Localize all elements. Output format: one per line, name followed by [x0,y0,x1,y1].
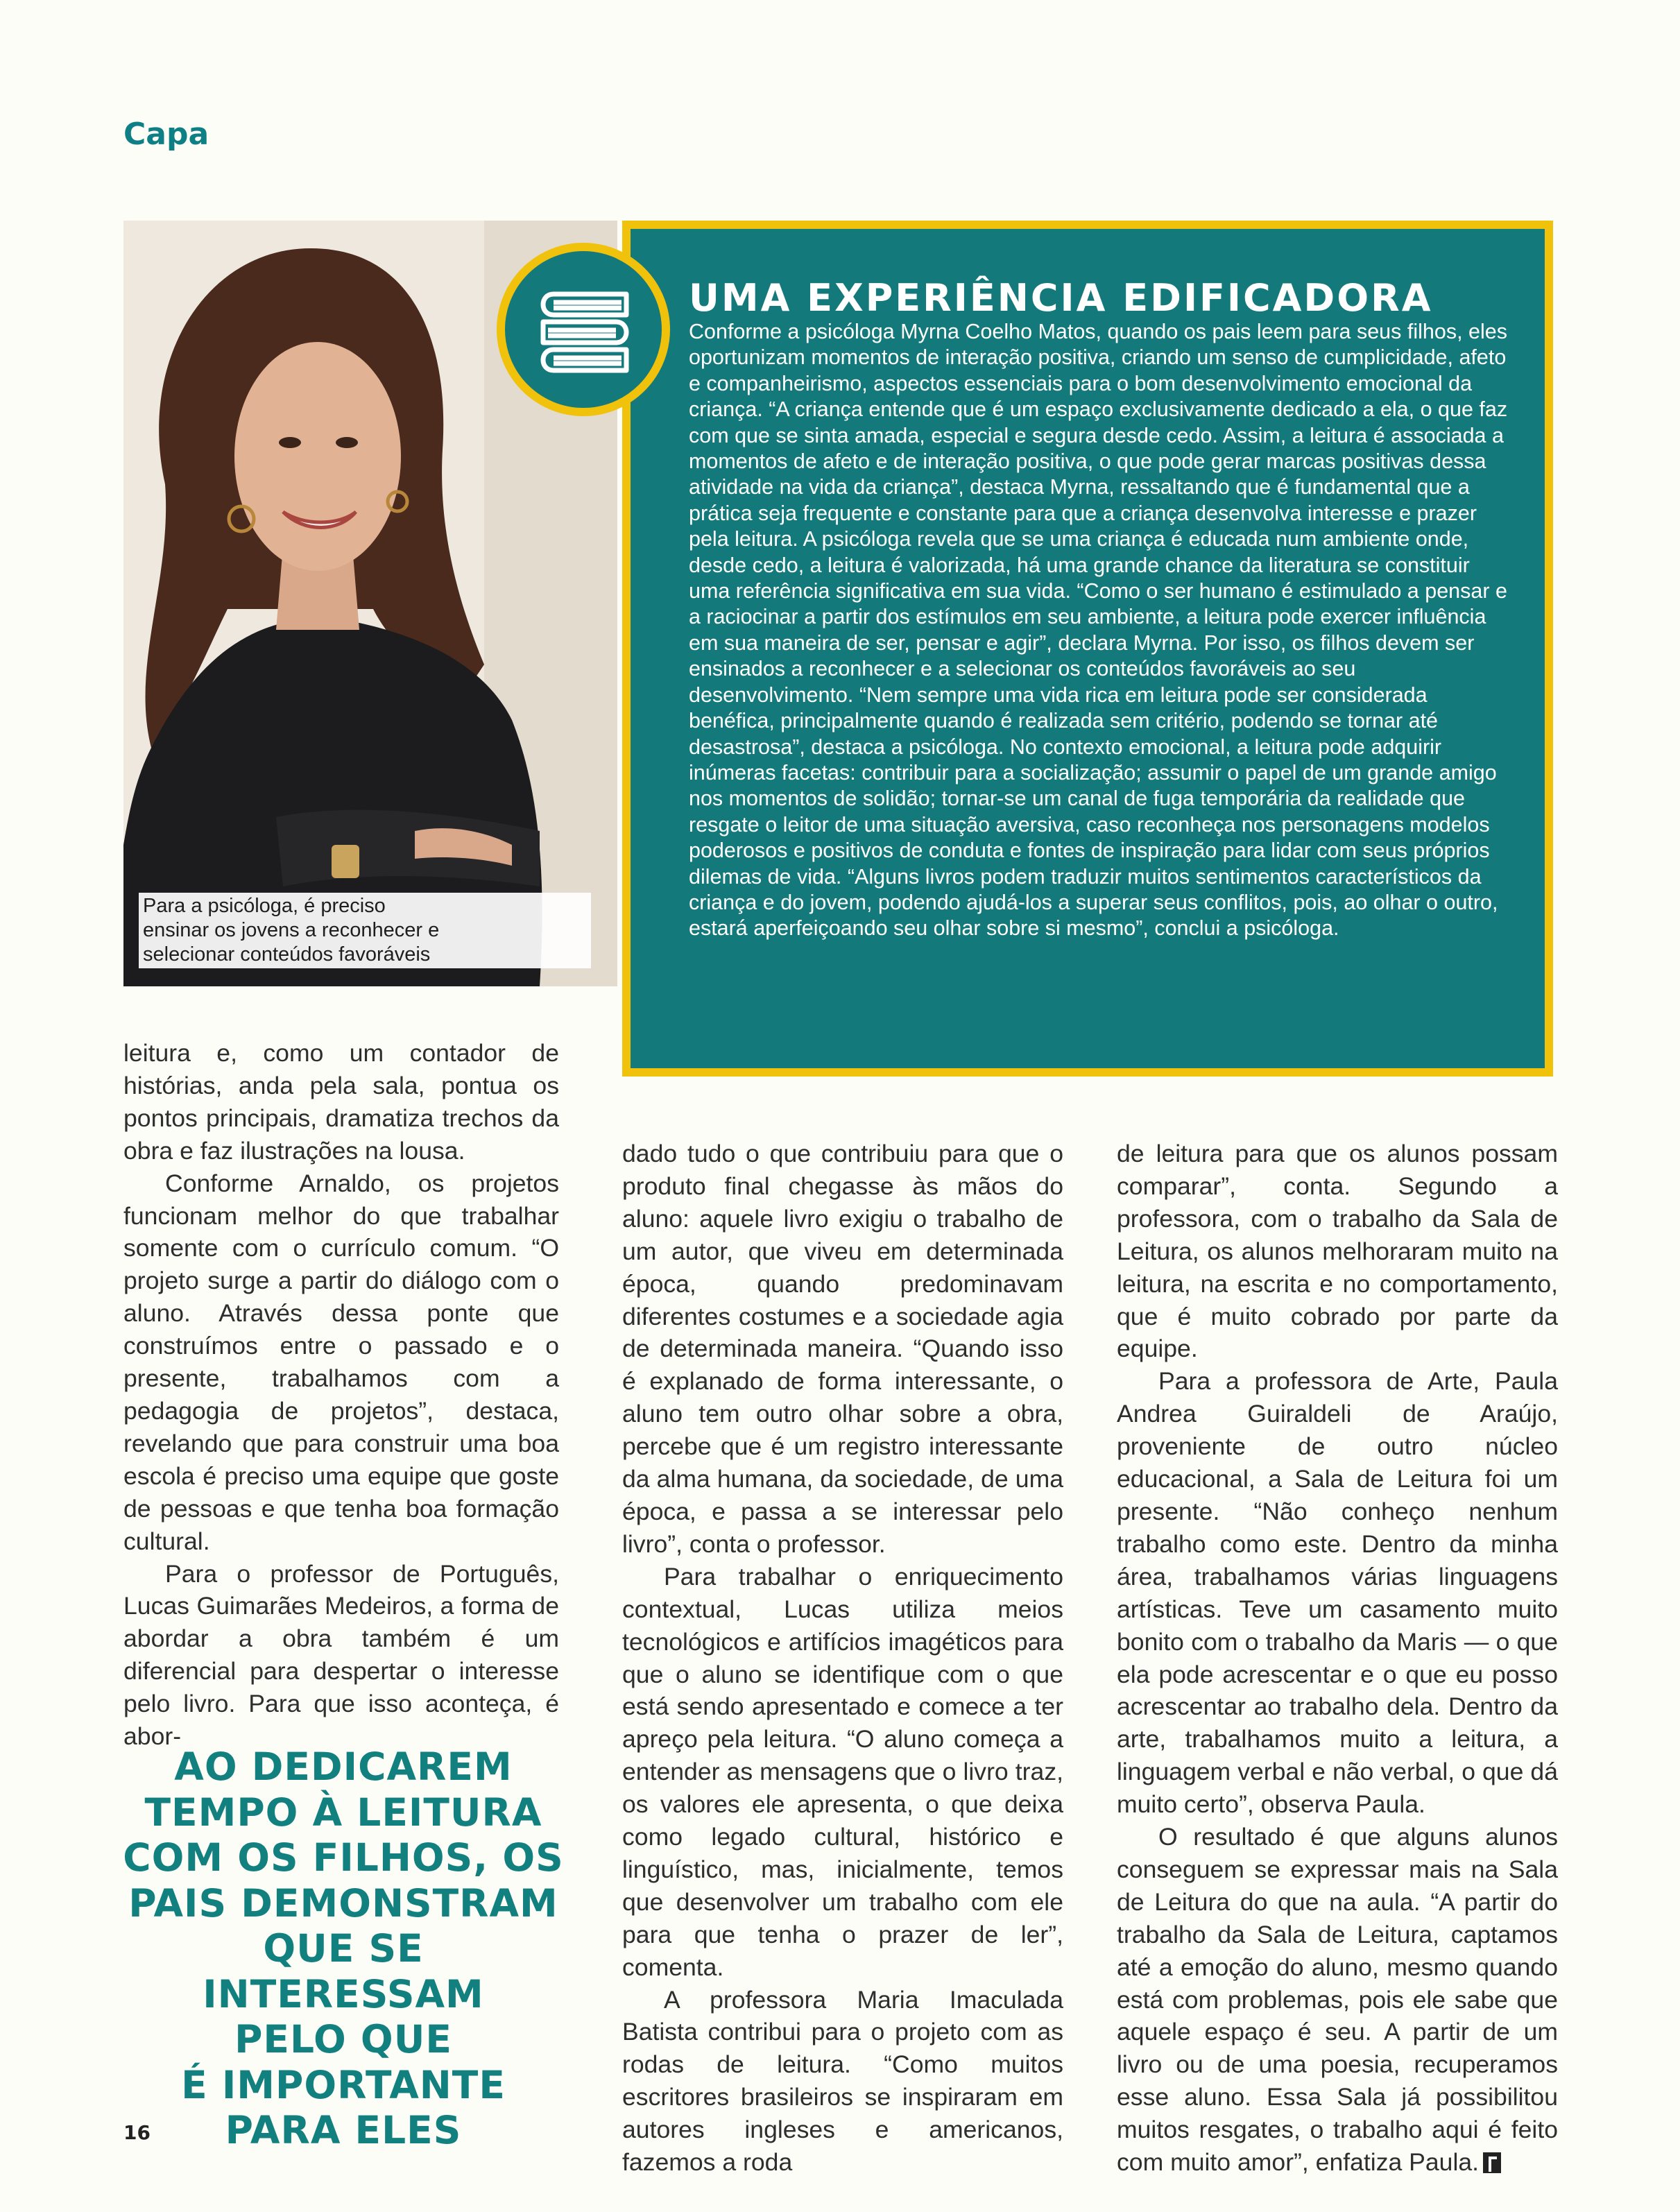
paragraph: Para trabalhar o enriquecimento contextual, Lucas utiliza meios tecnológicos e artifícios imagéticos para que o aluno se identifique com o que está sendo apresentado e comece a ter apreço pela leitura. “O aluno começa a entender as mensagens que o livro traz, os valores ele apresenta, o que deixa como legado cultural, histórico e linguístico, mas, inicialmente, temos que desenvolver um trabalho com ele para que tenha o prazer de ler”, comenta. [622,1562,1063,1981]
books-badge [497,243,670,416]
caption-line: selecionar conteúdos favoráveis [143,943,431,966]
article-column-2 [622,1138,1063,2179]
article-column-1 [123,1037,559,1753]
pull-quote [118,1744,569,2154]
pull-quote-line: TEMPO À LEITURA [144,1790,542,1835]
section-label: Capa [123,117,209,152]
paragraph: leitura e, como um contador de histórias, anda pela sala, pontua os pontos principais, dramatiza trechos da obra e faz ilustrações na lousa. [123,1039,559,1165]
caption-line: Para a psicóloga, é preciso [143,895,386,917]
pull-quote-line: PAIS DEMONSTRAM [128,1880,558,1926]
paragraph: dado tudo o que contribuiu para que o produto final chegasse às mãos do aluno: aquele livro exigiu o trabalho de um autor, que viveu em determinada época, quando predominavam diferentes costumes e a sociedade agia de determinada maneira. “Quando isso é explanado de forma interessante, o aluno tem outro olhar sobre a obra, percebe que é um registro interessante da alma humana, da sociedade, de uma época, e passa a se interessar pelo livro”, conta o professor. [622,1140,1063,1558]
paragraph [1117,1821,1558,2179]
paragraph-text: O resultado é que alguns alunos conseguem se expressar mais na Sala de Leitura do que na aula. “A partir do trabalho da Sala de Leitura, captamos até a emoção do aluno, mesmo quando está com problemas, pois ele sabe que aquele espaço é seu. A partir de um livro ou de uma poesia, recuperamos esse aluno. Essa Sala já possibilitou muitos resgates, o trabalho aqui é feito com muito amor”, enfatiza Paula. [1117,1823,1558,2177]
pull-quote-line: PARA ELES [225,2108,462,2152]
paragraph: Para o professor de Português, Lucas Guimarães Medeiros, a forma de abordar a obra também é um diferencial para despertar o interesse pelo livro. Para que isso aconteça, é abor- [123,1559,559,1751]
photo-caption [139,893,591,968]
pull-quote-line: COM OS FILHOS, OS [123,1835,564,1880]
caption-line: ensinar os jovens a reconhecer e [143,919,440,941]
box-title: UMA EXPERIÊNCIA EDIFICADORA [689,276,1433,320]
pull-quote-line: AO DEDICAREM [174,1744,513,1789]
paragraph: de leitura para que os alunos possam comparar”, conta. Segundo a professora, com o trabalho da Sala de Leitura, os alunos melhoraram muito na leitura, na escrita e no comportamento, que é muito cobrado por parte da equipe. [1117,1140,1558,1363]
sidebar-box [622,221,1553,1077]
pull-quote-line: PELO QUE [234,2017,452,2061]
page-number: 16 [123,2121,151,2144]
pull-quote-line: QUE SE INTERESSAM [203,1926,484,2016]
pull-quote-line: É IMPORTANTE [181,2062,506,2107]
paragraph: A professora Maria Imaculada Batista contribui para o projeto com as rodas de leitura. “Como muitos escritores brasileiros se inspiraram em autores ingleses e americanos, fazemos a roda [622,1985,1063,2177]
article-column-3 [1117,1138,1558,2179]
paragraph: Para a professora de Arte, Paula Andrea Guiraldeli de Araújo, proveniente de outro núcleo educacional, a Sala de Leitura foi um presente. “Não conheço nenhum trabalho como este. Dentro da minha área, trabalhamos várias linguagens artísticas. Teve um casamento muito bonito com o trabalho da Maris — o que ela pode acrescentar e o que eu posso acrescentar ao trabalho dela. Dentro da arte, trabalhamos muito a leitura, a linguagem verbal e não verbal, o que dá muito certo”, observa Paula. [1117,1367,1558,1819]
box-text: Conforme a psicóloga Myrna Coelho Matos, quando os pais leem para seus filhos, eles oportunizam momentos de interação positiva, criando um senso de cumplicidade, afeto e companheirismo, aspectos essenciais para o bom desenvolvimento emocional da criança. “A criança entende que é um espaço exclusivamente dedicado a ela, o que faz com que se sinta amada, especial e segura desde cedo. Assim, a leitura é associada a momentos de afeto e de interação positiva, o que pode gerar marcas positivas dessa atividade na vida da criança”, destaca Myrna, ressaltando que é fundamental que a prática seja frequente e constante para que a criança desenvolva interesse e prazer pela leitura. A psicóloga revela que se uma criança é educada num ambiente onde, desde cedo, a leitura é valorizada, há uma grande chance da literatura se constituir uma referência significativa em sua vida. “Como o ser humano é estimulado a pensar e a raciocinar a partir dos estímulos em seu ambiente, a leitura pode exercer influência em sua maneira de ser, pensar e agir”, declara Myrna. Por isso, os filhos devem ser ensinados a reconhecer e a selecionar os conteúdos favoráveis ao seu desenvolvimento. “Nem sempre uma vida rica em leitura pode ser considerada benéfica, principalmente quando é realizada sem critério, podendo se tornar até desastrosa”, destaca a psicóloga. No contexto emocional, a leitura pode adquirir inúmeras facetas: contribuir para a socialização; assumir o papel de um grande amigo nos momentos de solidão; tornar-se um canal de fuga temporária da realidade que resgate o leitor de uma situação aversiva, caso reconheça nos personagens modelos poderosos e positivos de conduta e fontes de inspiração para lidar com seus próprios dilemas de vida. “Alguns livros podem traduzir muitos sentimentos característicos da criança e do jovem, podendo ajudá-los a superar seus conflitos, pois, ao olhar o outro, estará aperfeiçoando seu olhar sobre si mesmo”, conclui a psicóloga. [689,320,1508,941]
paragraph: Conforme Arnaldo, os projetos funcionam melhor do que trabalhar somente com o currículo comum. “O projeto surge a partir do diálogo com o aluno. Através dessa ponte que construímos entre o passado e o presente, trabalhamos com a pedagogia de projetos”, destaca, revelando que para construir uma boa escola é preciso uma equipe que goste de pessoas e que tenha boa formação cultural. [123,1169,559,1555]
end-of-article-icon [1483,2152,1501,2173]
books-icon [533,287,637,384]
